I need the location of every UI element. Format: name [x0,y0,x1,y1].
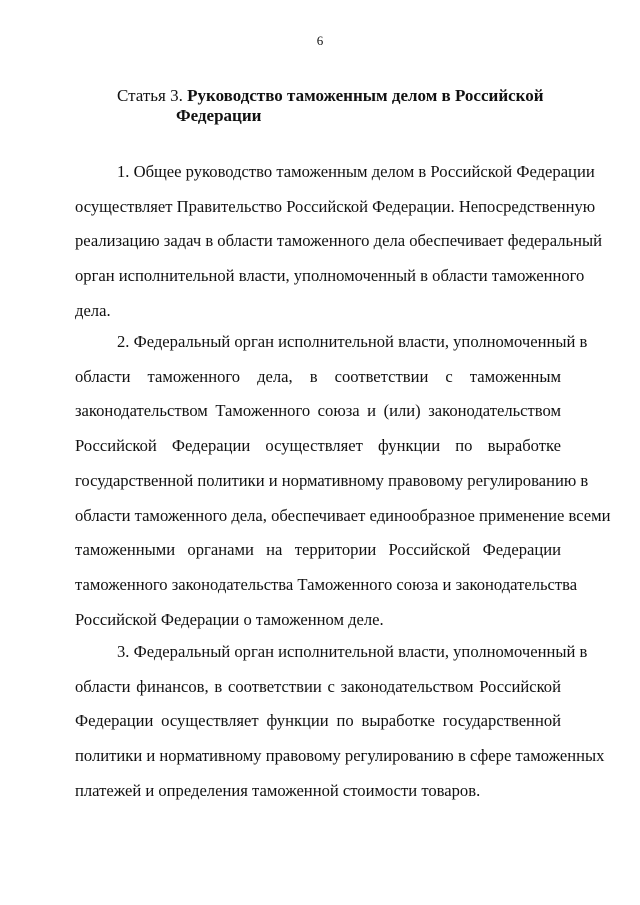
paragraph-line: орган исполнительной власти, уполномоченный в области таможенного [75,266,585,286]
paragraph-2 [75,325,611,637]
paragraph-line: области таможенного дела, в соответствии с таможенным [75,366,561,386]
paragraph-line: политики и нормативному правовому регулированию в сфере таможенных [75,746,605,766]
article-title: Руководство таможенным делом в Российской [187,86,544,105]
paragraph-line: осуществляет Правительство Российской Федерации. Непосредственную [75,196,596,216]
paragraph-line: законодательством Таможенного союза и (или) законодательством [75,401,561,421]
paragraph-line: 3. Федеральный орган исполнительной власти, уполномоченный в [117,642,588,661]
article-heading [117,86,557,126]
paragraph-line: области финансов, в соответствии с законодательством Российской [75,676,561,696]
paragraph-line: 1. Общее руководство таможенным делом в Российской Федерации [117,162,595,181]
paragraph-line: государственной политики и нормативному правовому регулированию в [75,470,589,490]
paragraph-line: дела. [75,300,111,320]
article-label: Статья 3. [117,86,183,105]
paragraph-line: платежей и определения таможенной стоимости товаров. [75,780,481,800]
paragraph-line: Российской Федерации о таможенном деле. [75,609,384,629]
paragraph-1 [75,155,602,329]
paragraph-line: таможенными органами на территории Российской Федерации [75,540,561,560]
paragraph-line: 2. Федеральный орган исполнительной власти, уполномоченный в [117,332,588,351]
article-title-continuation: Федерации [176,106,262,125]
paragraph-line: таможенного законодательства Таможенного союза и законодательства [75,574,578,594]
paragraph-line: Российской Федерации осуществляет функции по выработке [75,436,561,456]
paragraph-line: области таможенного дела, обеспечивает единообразное применение всеми [75,505,611,525]
page-number: 6 [316,33,324,48]
paragraph-line: реализацию задач в области таможенного дела обеспечивает федеральный [75,231,602,251]
paragraph-line: Федерации осуществляет функции по выработке государственной [75,711,561,731]
paragraph-3 [75,635,605,809]
